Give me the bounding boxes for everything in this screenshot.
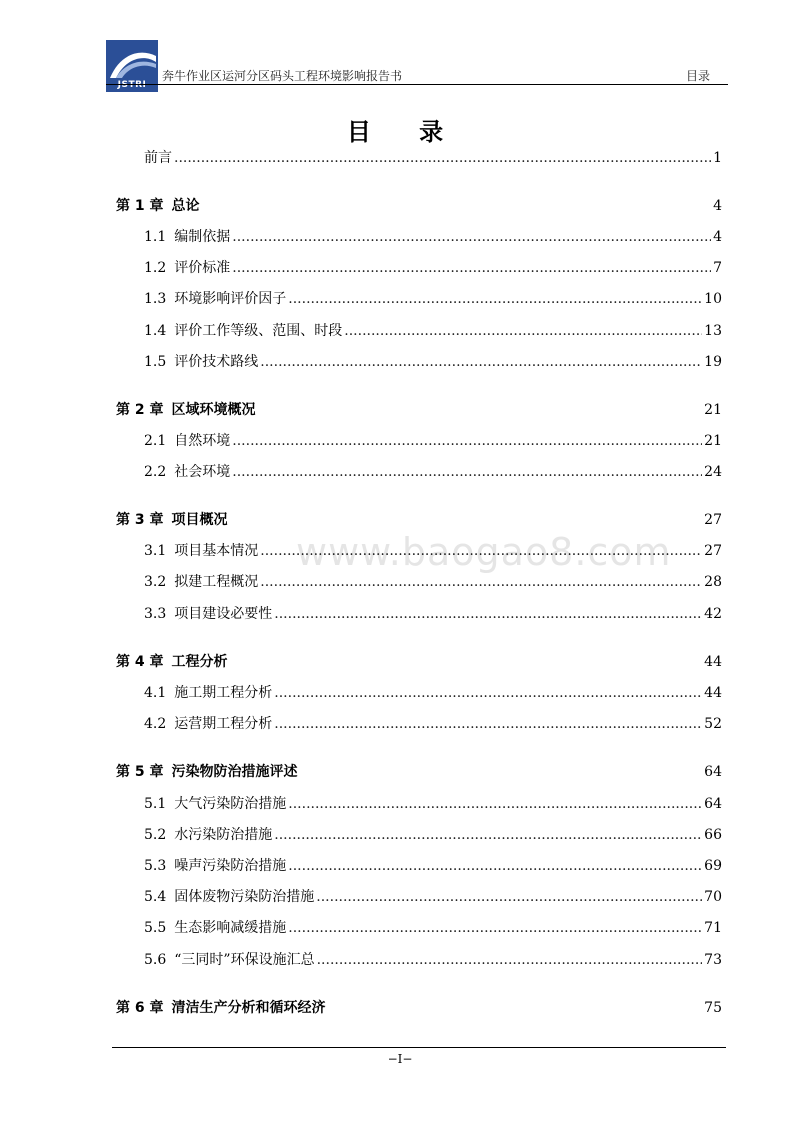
toc-chapter-number: 第 5 章	[116, 764, 164, 780]
toc-section-number: 5.2	[144, 827, 167, 843]
toc-section-title: 环境影响评价因子	[174, 291, 287, 307]
toc-section-page: 73	[704, 952, 722, 968]
toc-leader-dots	[288, 919, 702, 937]
toc-section-title: 项目建设必要性	[174, 606, 273, 622]
toc-section-number: 5.5	[144, 920, 167, 936]
toc-section-title: 社会环境	[174, 464, 231, 480]
toc-chapter-title	[116, 511, 228, 529]
toc-leader-dots	[288, 290, 702, 308]
toc-section-page: 66	[704, 827, 722, 843]
toc-section-page: 70	[704, 889, 722, 905]
toc-section-entry[interactable]	[144, 463, 722, 481]
toc-leader-dots	[316, 888, 702, 906]
toc-section-page: 64	[704, 796, 722, 812]
toc-section-entry[interactable]	[144, 919, 722, 937]
toc-chapter-number: 第 3 章	[116, 512, 164, 528]
toc-section-page: 42	[704, 606, 722, 622]
toc-section-title: 评价工作等级、范围、时段	[174, 323, 343, 339]
toc-chapter-entry[interactable]	[116, 653, 722, 671]
logo-text: JSTRI	[117, 80, 147, 90]
toc-section-number: 4.1	[144, 685, 167, 701]
toc-section-title: 自然环境	[174, 433, 231, 449]
toc-section-title: 固体废物污染防治措施	[174, 889, 315, 905]
toc-chapter-entry[interactable]	[116, 999, 722, 1017]
toc-section-entry[interactable]	[144, 432, 722, 450]
toc-section-entry[interactable]	[144, 353, 722, 371]
toc-section-page: 13	[704, 323, 722, 339]
toc-chapter-number: 第 2 章	[116, 402, 164, 418]
toc-leader-dots	[232, 259, 711, 277]
toc-chapter-entry[interactable]	[116, 511, 722, 529]
toc-chapter-title	[116, 999, 326, 1017]
toc-chapter-name: 工程分析	[171, 654, 228, 670]
toc-section-page: 7	[713, 260, 722, 276]
toc-chapter-page: 64	[704, 764, 722, 780]
toc-chapter-number: 第 6 章	[116, 1000, 164, 1016]
toc-section-title: 项目基本情况	[174, 543, 259, 559]
footer-page-number: −I−	[387, 1052, 413, 1066]
toc-section-entry[interactable]	[144, 542, 722, 560]
toc-section-number: 1.5	[144, 354, 167, 370]
toc-chapter-page: 75	[704, 1000, 722, 1016]
toc-leader-dots	[288, 795, 702, 813]
toc-chapter-page: 21	[704, 402, 722, 418]
toc-section-entry[interactable]	[144, 573, 722, 591]
toc-leader-dots	[274, 684, 702, 702]
toc-entry-title: 前言	[144, 150, 172, 166]
toc-leader-dots	[260, 573, 702, 591]
toc-chapter-page: 44	[704, 654, 722, 670]
toc-section-entry[interactable]	[144, 605, 722, 623]
toc-chapter-entry[interactable]	[116, 197, 722, 215]
toc-section-number: 4.2	[144, 716, 167, 732]
toc-section-title: 噪声污染防治措施	[174, 858, 287, 874]
toc-chapter-number: 第 1 章	[116, 198, 164, 214]
toc-chapter-name: 项目概况	[171, 512, 228, 528]
toc-section-entry[interactable]	[144, 857, 722, 875]
toc-chapter-entry[interactable]	[116, 763, 722, 781]
watermark: www.baogao8.com	[296, 530, 672, 574]
toc-chapter-name: 总论	[171, 198, 200, 214]
toc-leader-dots	[288, 857, 702, 875]
toc-leader-dots	[232, 228, 711, 246]
toc-chapter-name: 污染物防治措施评述	[171, 764, 298, 780]
toc-entry-page: 1	[713, 150, 722, 166]
header-section-label: 目录	[685, 69, 710, 83]
toc-chapter-title	[116, 197, 200, 215]
toc-section-page: 28	[704, 574, 722, 590]
toc-chapter-entry[interactable]	[116, 401, 722, 419]
toc-title: 目 录	[346, 118, 464, 146]
toc-section-number: 5.4	[144, 889, 167, 905]
toc-leader-dots	[274, 715, 702, 733]
toc-section-entry[interactable]	[144, 228, 722, 246]
toc-section-number: 5.3	[144, 858, 167, 874]
toc-section-number: 1.4	[144, 323, 167, 339]
toc-chapter-title	[116, 653, 228, 671]
toc-leader-dots	[174, 149, 711, 167]
toc-section-entry[interactable]	[144, 951, 722, 969]
toc-chapter-number: 第 4 章	[116, 654, 164, 670]
toc-section-page: 10	[704, 291, 722, 307]
toc-section-entry[interactable]	[144, 888, 722, 906]
toc-chapter-page: 4	[713, 198, 722, 214]
toc-leader-dots	[274, 826, 702, 844]
toc-leader-dots	[344, 322, 702, 340]
toc-chapter-page: 27	[704, 512, 722, 528]
toc-chapter-name: 清洁生产分析和循环经济	[171, 1000, 326, 1016]
toc-section-title: 编制依据	[174, 229, 231, 245]
toc-section-number: 1.1	[144, 229, 167, 245]
toc-leader-dots	[232, 432, 702, 450]
toc-section-title: 水污染防治措施	[174, 827, 273, 843]
toc-chapter-name: 区域环境概况	[171, 402, 256, 418]
toc-section-number: 3.1	[144, 543, 167, 559]
toc-leader-dots	[260, 353, 702, 371]
toc-section-number: 3.2	[144, 574, 167, 590]
toc-section-page: 44	[704, 685, 722, 701]
toc-section-number: 2.1	[144, 433, 167, 449]
toc-section-entry[interactable]	[144, 322, 722, 340]
toc-section-number: 3.3	[144, 606, 167, 622]
toc-leader-dots	[232, 463, 702, 481]
header-divider	[106, 84, 728, 85]
toc-section-page: 52	[704, 716, 722, 732]
toc-section-entry[interactable]	[144, 290, 722, 308]
toc-section-title: 运营期工程分析	[174, 716, 273, 732]
footer-divider	[112, 1047, 726, 1048]
toc-section-entry[interactable]	[144, 259, 722, 277]
toc-section-entry[interactable]	[144, 826, 722, 844]
toc-section-page: 21	[704, 433, 722, 449]
toc-section-entry[interactable]	[144, 715, 722, 733]
toc-section-page: 19	[704, 354, 722, 370]
toc-chapter-title	[116, 401, 256, 419]
toc-chapter-title	[116, 763, 298, 781]
toc-entry-preface[interactable]	[144, 149, 722, 167]
document-title: 奔牛作业区运河分区码头工程环境影响报告书	[162, 69, 403, 83]
toc-section-page: 27	[704, 543, 722, 559]
toc-section-title: “三同时”环保设施汇总	[174, 952, 315, 968]
toc-section-title: 评价标准	[174, 260, 231, 276]
toc-leader-dots	[317, 951, 703, 969]
toc-section-page: 69	[704, 858, 722, 874]
toc-section-page: 4	[713, 229, 722, 245]
toc-section-number: 5.6	[144, 952, 167, 968]
toc-section-entry[interactable]	[144, 684, 722, 702]
toc-leader-dots	[260, 542, 702, 560]
toc-section-entry[interactable]	[144, 795, 722, 813]
toc-section-page: 71	[704, 920, 722, 936]
toc-section-page: 24	[704, 464, 722, 480]
toc-section-number: 1.3	[144, 291, 167, 307]
toc-section-title: 拟建工程概况	[174, 574, 259, 590]
toc-section-title: 大气污染防治措施	[174, 796, 287, 812]
toc-section-title: 施工期工程分析	[174, 685, 273, 701]
toc-section-title: 生态影响减缓措施	[174, 920, 287, 936]
toc-section-title: 评价技术路线	[174, 354, 259, 370]
toc-section-number: 1.2	[144, 260, 167, 276]
toc-section-number: 5.1	[144, 796, 167, 812]
toc-leader-dots	[274, 605, 702, 623]
toc-section-number: 2.2	[144, 464, 167, 480]
